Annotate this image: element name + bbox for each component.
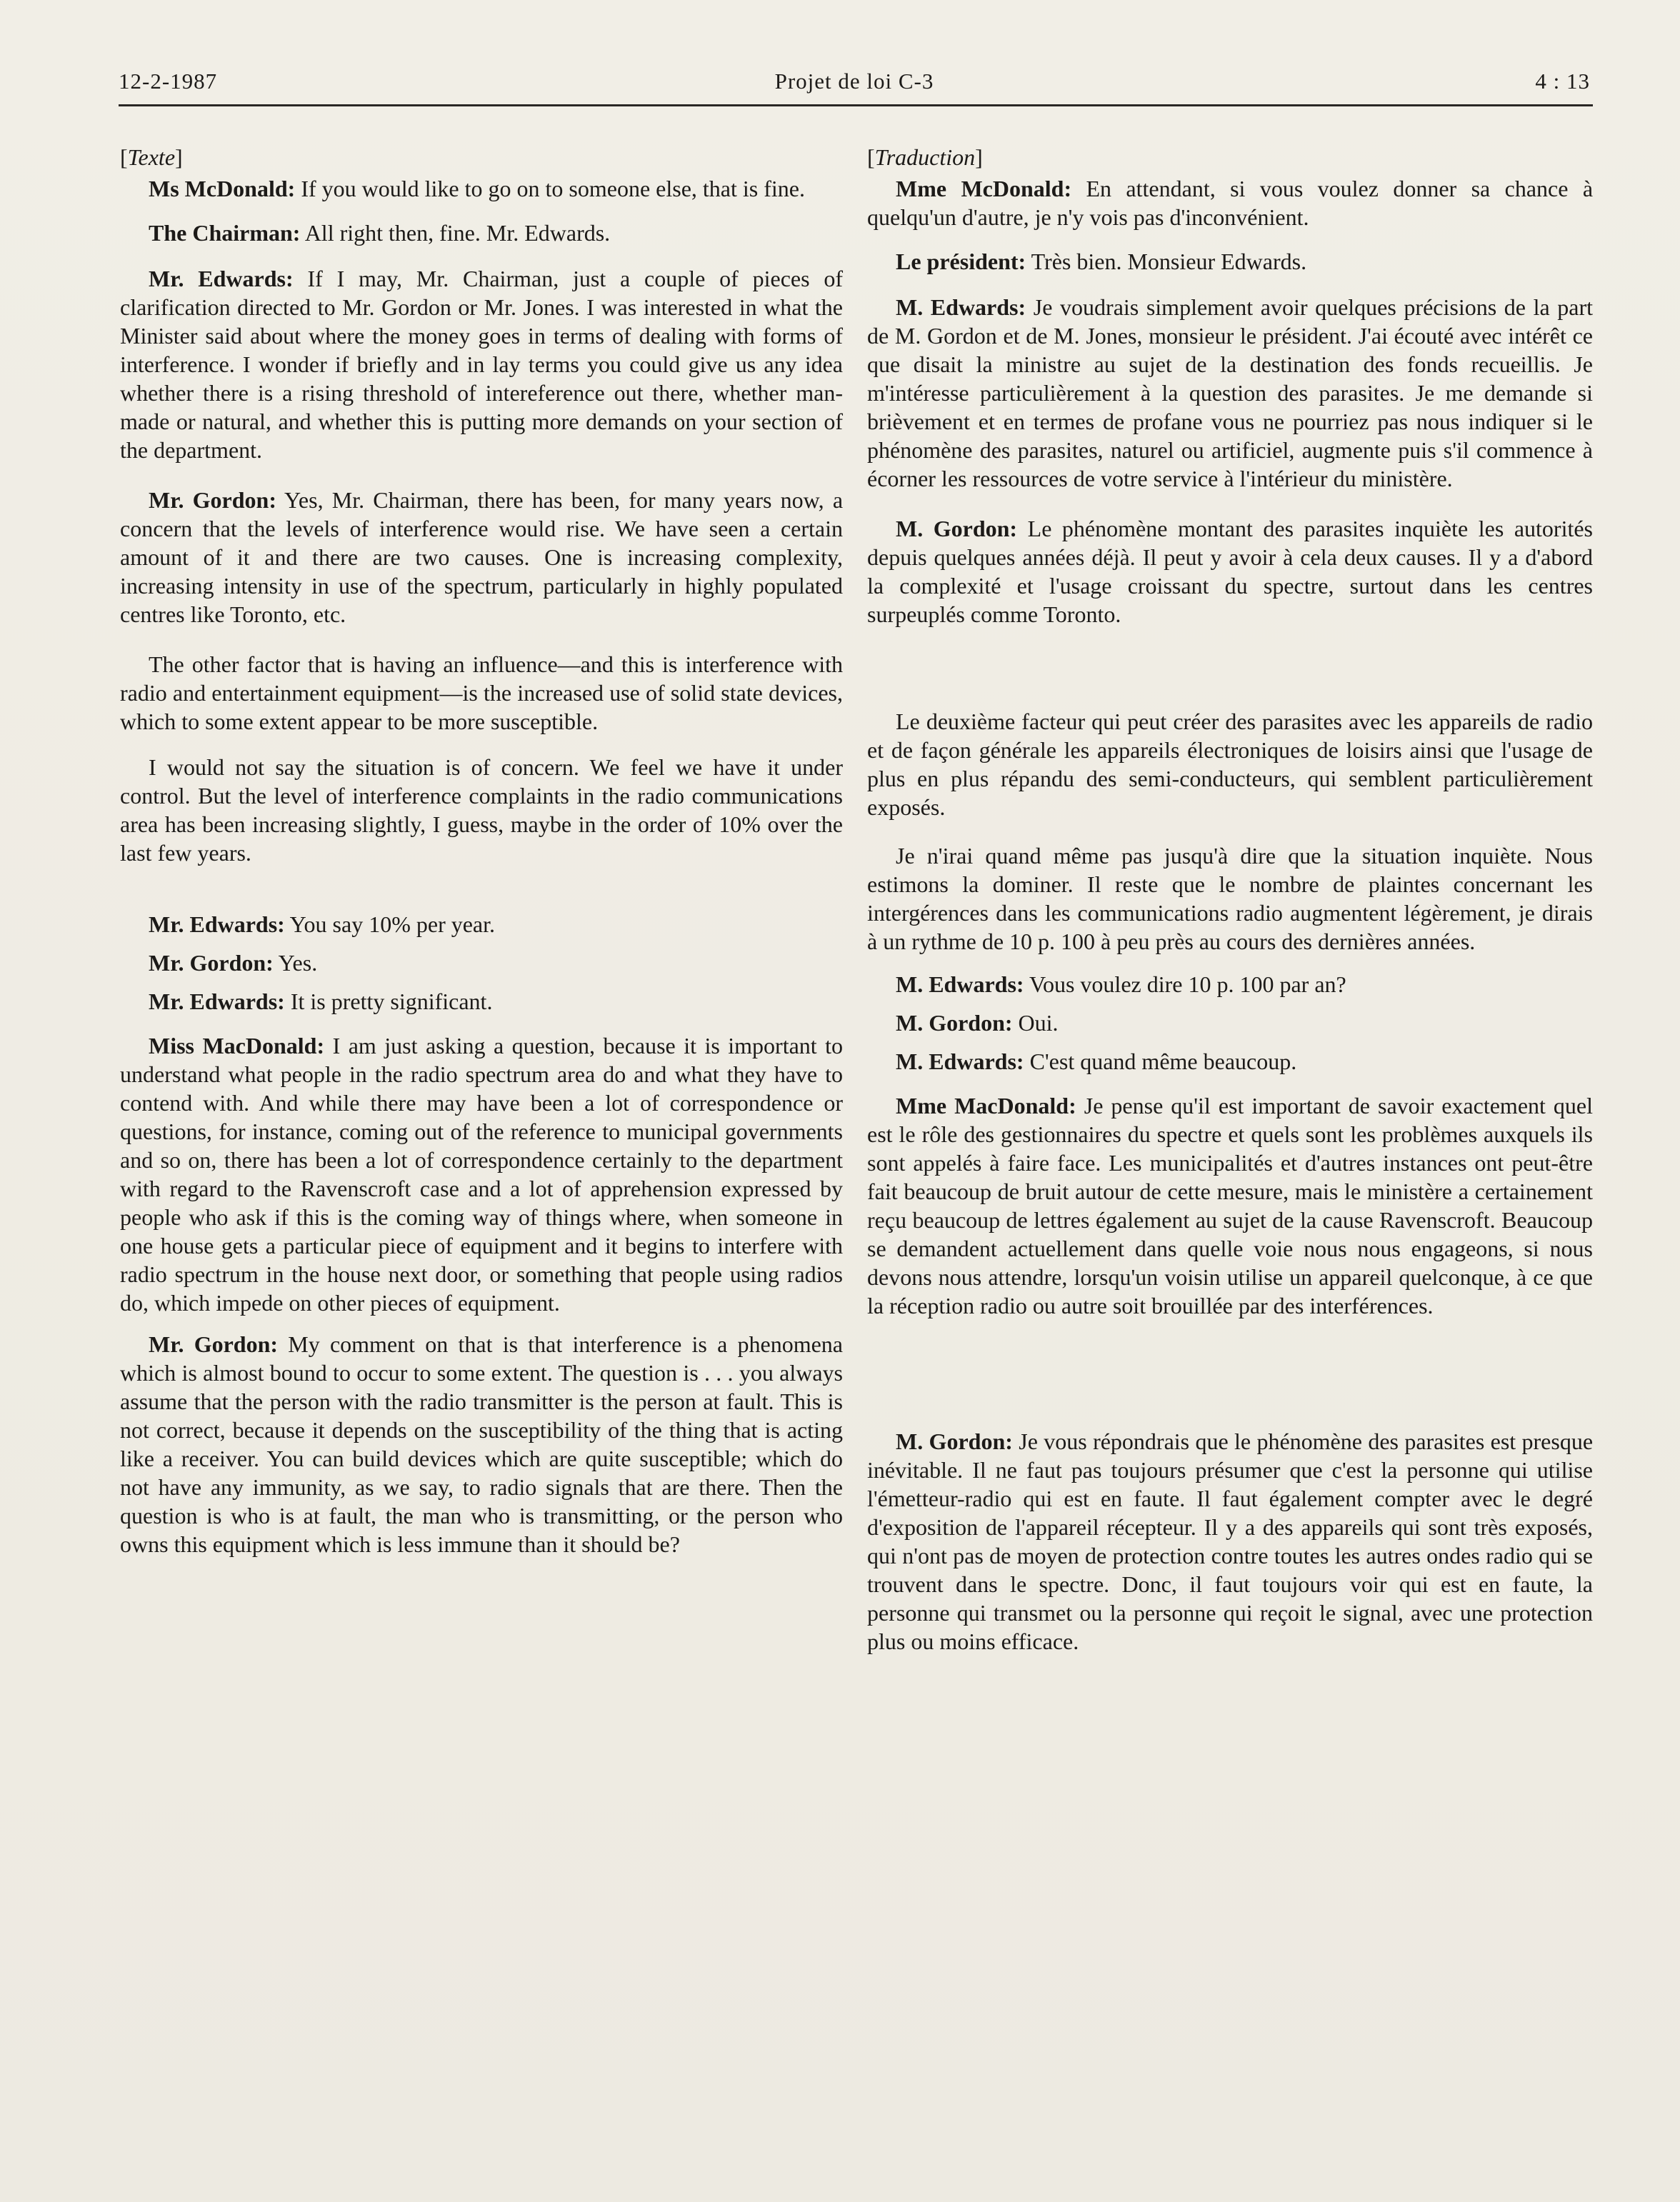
speaker-name: The Chairman: — [149, 220, 301, 246]
speaker-name: M. Edwards: — [896, 1049, 1024, 1074]
paragraph-text: If you would like to go on to someone else, that is fine. — [301, 176, 805, 201]
speaker-name: M. Edwards: — [896, 294, 1026, 320]
paragraph — [120, 650, 843, 736]
speaker-name: Mr. Edwards: — [149, 911, 285, 937]
header-date: 12-2-1987 — [119, 69, 218, 94]
english-column — [120, 143, 843, 1558]
speaker-name: Mr. Gordon: — [149, 487, 276, 513]
paragraph-text: Je pense qu'il est important de savoir exactement quel est le rôle des gestionnaires du spectre et quels sont les problèmes auxquels ils sont appelés à faire face. Les municipalités et d'autres instances ont peut-être fait beaucoup de bruit autour de cette mesure, mais le ministère a certainement reçu beaucoup de lettres également au sujet de la cause Ravenscroft. Beaucoup se demandent actuellement dans quelle voie nous nous engageons, si nous devons nous attendre, lorsqu'un voisin utilise un appareil quelconque, à ce que la réception radio ou autre soit brouillée par des interférences. — [867, 1093, 1594, 1318]
paragraph — [867, 1091, 1593, 1320]
paragraph-text: I would not say the situation is of concern. We feel we have it under control. But the level of interference complaints in the radio communications area has been increasing slightly, I guess, maybe in the order of 10% over the last few years. — [120, 754, 843, 866]
speaker-name: M. Gordon: — [896, 1010, 1013, 1036]
speaker-name: Mr. Edwards: — [149, 989, 285, 1014]
speaker-name: M. Gordon: — [896, 516, 1018, 541]
paragraph — [867, 293, 1593, 493]
paragraph — [120, 486, 843, 629]
speaker-name: Mme MacDonald: — [896, 1093, 1076, 1118]
paragraph — [120, 219, 843, 247]
paragraph-text: My comment on that is that interference is a phenomena which is almost bound to occur to some extent. The question is . . . you always assume that the person with the radio transmitter is the person at fault. This is not correct, because it depends on the susceptibility of the thing that is acting like a receiver. You can build devices which are quite susceptible; which do not have any immunity, as we say, to radio signals that are there. Then the question is who is at fault, the man who is transmitting, or the person who owns this equipment which is less immune than it should be? — [120, 1331, 844, 1557]
page-header — [119, 69, 1590, 101]
paragraph-text: I am just asking a question, because it is important to understand what people in the radio spectrum area do and what they have to contend with. And while there may have been a lot of correspondence or questions, for instance, coming out of the reference to municipal governments and so on, there has been a lot of correspondence certainly to the department with regard to the Ravenscroft case and a lot of apprehension expressed by people who ask if this is the coming way of things where, when someone in one house gets a particular piece of equipment and it begins to interfere with radio spectrum in the house next door, or something that people using radios do, which impede on other pieces of equipment. — [120, 1033, 844, 1316]
paragraph — [867, 970, 1593, 999]
paragraph — [120, 910, 843, 939]
paragraph-text: Je n'irai quand même pas jusqu'à dire que la situation inquiète. Nous estimons la dominer. Il reste que le nombre de plaintes concernant les intergérences dans les communications radio augmentent légèrement, je dirais à un rythme de 10 p. 100 à peu près au cours des dernières années. — [867, 843, 1593, 954]
language-label-texte: [Texte] — [120, 144, 183, 170]
speaker-name: Mr. Gordon: — [149, 1331, 279, 1357]
paragraph — [120, 1330, 843, 1558]
paragraph — [867, 514, 1593, 629]
paragraph-text: Le deuxième facteur qui peut créer des parasites avec les appareils de radio et de façon générale les appareils électroniques de loisirs ainsi que l'usage de plus en plus répandu des semi-conducteurs, qui semblent particulièrement exposés. — [867, 709, 1593, 820]
paragraph-text: Vous voulez dire 10 p. 100 par an? — [1029, 971, 1346, 997]
paragraph-text: You say 10% per year. — [289, 911, 496, 937]
speaker-name: Mr. Edwards: — [149, 266, 294, 291]
paragraph — [120, 949, 843, 977]
paragraph — [120, 174, 843, 203]
paragraph-text: En attendant, si vous voulez donner sa chance à quelqu'un d'autre, je n'y vois pas d'inconvénient. — [867, 176, 1594, 230]
speaker-name: Miss MacDonald: — [149, 1033, 325, 1059]
paragraph-text: The other factor that is having an influence—and this is interference with radio and entertainment equipment—is the increased use of solid state devices, which to some extent appear to be more susceptible. — [120, 651, 843, 734]
speaker-name: M. Edwards: — [896, 971, 1024, 997]
paragraph — [867, 1009, 1593, 1037]
paragraph — [867, 1427, 1593, 1656]
paragraph — [120, 987, 843, 1016]
paragraph — [120, 264, 843, 464]
language-label-traduction: [Traduction] — [867, 144, 983, 170]
paragraph — [120, 753, 843, 867]
speaker-name: Ms McDonald: — [149, 176, 296, 201]
paragraph — [867, 247, 1593, 276]
paragraph-text: Je vous répondrais que le phénomène des parasites est presque inévitable. Il ne faut pas toujours présumer que c'est la personne qui utilise l'émetteur-radio qui est en faute. Il faut également compter avec le degré d'exposition de l'appareil récepteur. Il y a des appareils qui sont très exposés, qui n'ont pas de moyen de protection contre toutes les autres ondes radio qui se trouvent dans le spectre. Donc, il faut toujours voir qui est en faute, la personne qui transmet ou la personne qui reçoit le signal, avec une protection plus ou moins efficace. — [867, 1428, 1594, 1654]
paragraph — [120, 1031, 843, 1317]
paragraph — [867, 174, 1593, 231]
header-page-number: 4 : 13 — [1535, 69, 1590, 94]
paragraph-text: Le phénomène montant des parasites inquiète les autorités depuis quelques années déjà. Il peut y avoir à cela deux causes. Il y a d'abord la complexité et l'usage croissant du spectre, surtout dans les centres surpeuplés comme Toronto. — [867, 516, 1594, 627]
speaker-name: Le président: — [896, 249, 1026, 274]
speaker-name: Mr. Gordon: — [149, 950, 274, 976]
french-column — [867, 143, 1593, 1656]
header-rule — [119, 104, 1593, 106]
paragraph-text: C'est quand même beaucoup. — [1029, 1049, 1297, 1074]
paragraph — [867, 707, 1593, 821]
speaker-name: Mme McDonald: — [896, 176, 1072, 201]
paragraph — [867, 1047, 1593, 1076]
paragraph — [867, 841, 1593, 956]
paragraph-text: All right then, fine. Mr. Edwards. — [304, 220, 611, 246]
paragraph-text: Je voudrais simplement avoir quelques précisions de la part de M. Gordon et de M. Jones, monsieur le président. J'ai écouté avec intérêt ce que disait la ministre au sujet de la destination des fonds recueillis. Je m'intéresse particulièrement à la question des parasites. Je me demande si brièvement et en termes de profane vous ne pourriez pas nous indiquer si le phénomène des parasites, naturel ou artificiel, augmente puis s'il commence à écorner les ressources de votre service à l'intérieur du ministère. — [867, 294, 1594, 491]
paragraph-text: It is pretty significant. — [290, 989, 493, 1014]
paragraph-text: Yes. — [278, 950, 318, 976]
paragraph-text: Yes, Mr. Chairman, there has been, for many years now, a concern that the levels of interference would rise. We have seen a certain amount of it and there are two causes. One is increasing complexity, increasing intensity in use of the spectrum, particularly in highly populated centres like Toronto, etc. — [120, 487, 844, 627]
paragraph-text: Très bien. Monsieur Edwards. — [1031, 249, 1307, 274]
paragraph-text: Oui. — [1018, 1010, 1059, 1036]
speaker-name: M. Gordon: — [896, 1428, 1013, 1454]
header-title: Projet de loi C-3 — [774, 69, 934, 94]
paragraph-text: If I may, Mr. Chairman, just a couple of pieces of clarification directed to Mr. Gordon or Mr. Jones. I was interested in what the Minister said about where the money goes in terms of dealing with forms of interference. I wonder if briefly and in lay terms you could give us any idea whether there is a rising threshold of intereference out there, whether man-made or natural, and whether this is putting more demands on your section of the department. — [120, 266, 844, 463]
